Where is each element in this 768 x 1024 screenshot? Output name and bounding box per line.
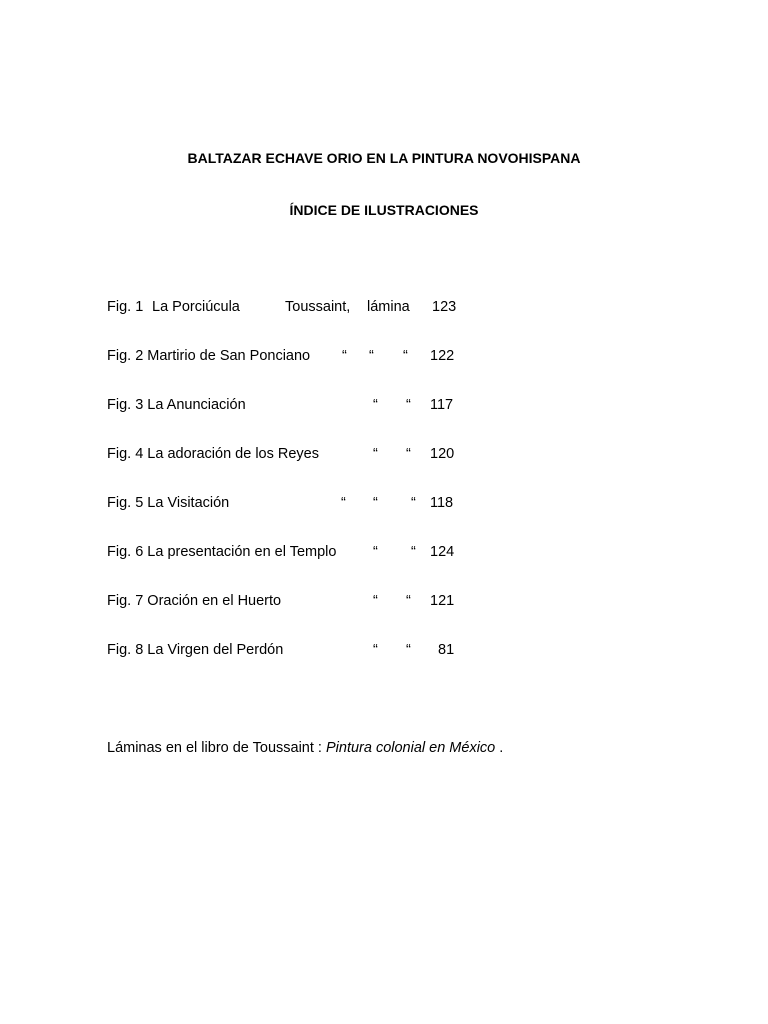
ditto-mark: “ (411, 495, 416, 511)
figure-label: Fig. 2 Martirio de San Ponciano (107, 348, 311, 364)
index-title: ÍNDICE DE ILUSTRACIONES (289, 202, 479, 218)
ditto-mark: “ (373, 593, 378, 609)
plate-number: 124 (430, 544, 455, 560)
ditto-mark: “ (406, 593, 411, 609)
ditto-mark: “ (406, 446, 411, 462)
ditto-mark: “ (369, 348, 374, 364)
figure-label: Fig. 5 La Visitación (107, 495, 230, 511)
ditto-mark: “ (342, 348, 347, 364)
source-note-end: . (499, 740, 504, 756)
plate-number: 122 (430, 348, 455, 364)
figure-row (0, 544, 768, 564)
figure-author: Toussaint, (285, 299, 351, 315)
ditto-mark: “ (373, 495, 378, 511)
ditto-mark: “ (373, 446, 378, 462)
plate-number: 120 (430, 446, 455, 462)
figure-label: Fig. 3 La Anunciación (107, 397, 246, 413)
ditto-mark: “ (406, 642, 411, 658)
figure-row (0, 495, 768, 515)
figure-row (0, 446, 768, 466)
ditto-mark: “ (411, 544, 416, 560)
plate-number: 117 (430, 397, 454, 413)
ditto-mark: “ (373, 642, 378, 658)
figure-source-type: lámina (367, 299, 410, 315)
source-note-text: Láminas en el libro de Toussaint : (107, 740, 326, 756)
figure-row (0, 593, 768, 613)
ditto-mark: “ (406, 397, 411, 413)
figure-label: Fig. 4 La adoración de los Reyes (107, 446, 319, 462)
plate-number: 123 (432, 299, 457, 315)
document-title: BALTAZAR ECHAVE ORIO EN LA PINTURA NOVOHISPANA (187, 150, 581, 166)
figure-row (0, 299, 768, 319)
figure-number: Fig. 1 (107, 299, 144, 315)
ditto-mark: “ (373, 397, 378, 413)
plate-number: 81 (438, 642, 455, 658)
ditto-mark: “ (341, 495, 346, 511)
source-note (107, 740, 503, 756)
book-title: Pintura colonial en México (325, 740, 496, 756)
plate-number: 121 (430, 593, 455, 609)
figure-label: Fig. 8 La Virgen del Perdón (107, 642, 284, 658)
figure-title: La Porciúcula (152, 299, 240, 315)
ditto-mark: “ (373, 544, 378, 560)
figure-row (0, 642, 768, 662)
ditto-mark: “ (403, 348, 408, 364)
figure-row (0, 397, 768, 417)
figure-label: Fig. 7 Oración en el Huerto (107, 593, 282, 609)
plate-number: 118 (430, 495, 454, 511)
figure-row (0, 348, 768, 368)
figure-label: Fig. 6 La presentación en el Templo (107, 544, 337, 560)
